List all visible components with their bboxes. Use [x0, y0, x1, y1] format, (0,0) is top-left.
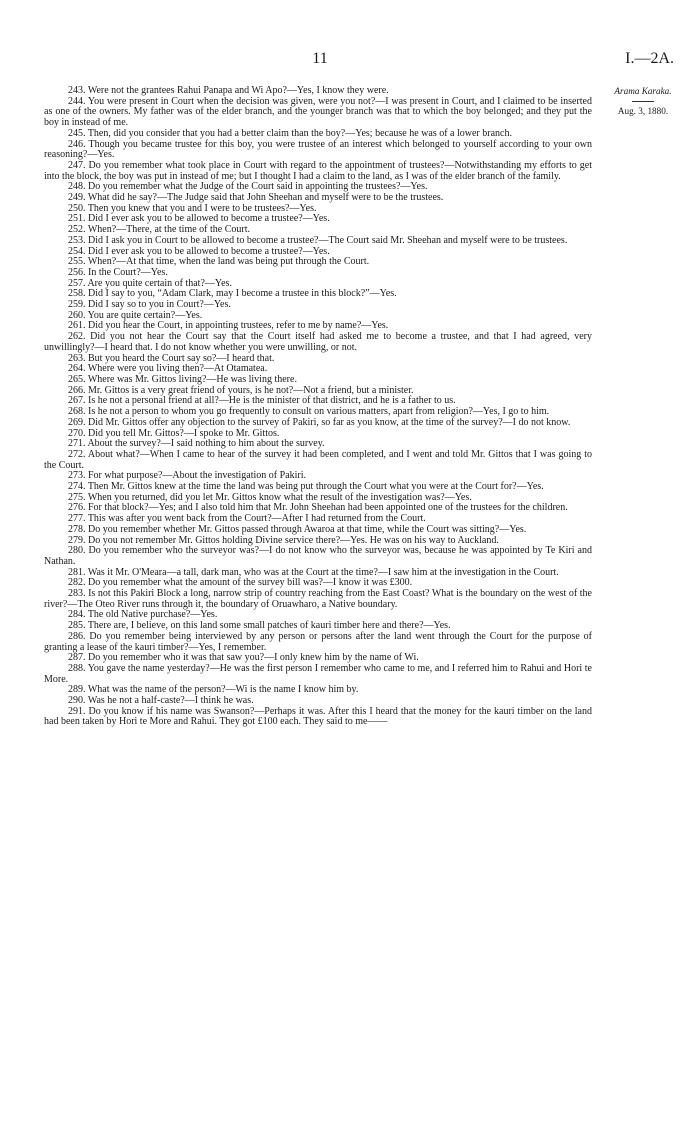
testimony-paragraph: 273. For what purpose?—About the investigation of Pakiri. [68, 470, 307, 482]
testimony-paragraph: 279. Do you not remember Mr. Gittos holding Divine service there?—Yes. He was on his way to Auckland. [68, 534, 499, 546]
document-reference: I.—2A. [625, 50, 674, 67]
testimony-paragraph: 262. Did you not hear the Court say that the Court itself had asked me to become a trustee, and that I had agreed, very unwillingly?—I heard that. I do not know whether you were unwilling, or not. [44, 331, 592, 353]
testimony-paragraph: 261. Did you hear the Court, in appointing trustees, refer to me by name?—Yes. [68, 320, 389, 332]
testimony-paragraph: 265. Where was Mr. Gittos living?—He was living there. [68, 373, 297, 385]
testimony-paragraph: 276. For that block?—Yes; and I also told him that Mr. John Sheehan had been appointed one of the trustees for the children. [68, 502, 568, 514]
testimony-paragraph: 256. In the Court?—Yes. [68, 266, 168, 278]
testimony-paragraph: 269. Did Mr. Gittos offer any objection to the survey of Pakiri, so far as you know, at the time of the survey?—I do not know. [68, 416, 571, 428]
testimony-paragraph: 270. Did you tell Mr. Gittos?—I spoke to Mr. Gittos. [68, 427, 280, 439]
testimony-paragraph: 280. Do you remember who the surveyor was?—I do not know who the surveyor was, because he was appointed by Te Kiri and Nathan. [44, 545, 592, 567]
testimony-paragraph: 250. Then you knew that you and I were to be trustees?—Yes. [68, 202, 317, 214]
testimony-paragraph: 289. What was the name of the person?—Wi is the name I know him by. [68, 684, 359, 696]
testimony-paragraph: 278. Do you remember whether Mr. Gittos passed through Awaroa at that time, while the Court was sitting?—Yes. [68, 523, 527, 535]
testimony-paragraph: 283. Is not this Pakiri Block a long, narrow strip of country reaching from the East Coast? What is the boundary on the west of the river?—The Oteo River runs through it, the boundary of Oruawharo, a Native boundary. [44, 588, 592, 610]
testimony-paragraph: 259. Did I say so to you in Court?—Yes. [68, 299, 231, 311]
testimony-paragraph: 266. Mr. Gittos is a very great friend of yours, is he not?—Not a friend, but a minister. [68, 384, 414, 396]
testimony-paragraph: 253. Did I ask you in Court to be allowed to become a trustee?—The Court said Mr. Sheehan and myself were to be trustees. [68, 234, 568, 246]
testimony-paragraph: 284. The old Native purchase?—Yes. [68, 609, 218, 621]
testimony-paragraph: 272. About what?—When I came to hear of the survey it had been completed, and I went and told Mr. Gittos that I was going to the Court. [44, 448, 592, 471]
testimony-paragraph: 255. When?—At that time, when the land was being put through the Court. [68, 256, 370, 268]
testimony-body [44, 86, 592, 728]
testimony-paragraph: 290. Was he not a half-caste?—I think he was. [68, 695, 254, 707]
testimony-paragraph: 252. When?—There, at the time of the Court. [68, 224, 250, 236]
testimony-paragraph: 247. Do you remember what took place in Court with regard to the appointment of trustees?—Notwithstanding my efforts to get into the block, the boy was put in instead of me; but I thought I had a claim to the land, as I was of the elder branch of the family. [44, 159, 592, 182]
testimony-paragraph: 274. Then Mr. Gittos knew at the time the land was being put through the Court what you were at the Court for?—Yes. [68, 481, 544, 493]
testimony-paragraph: 281. Was it Mr. O'Meara—a tall, dark man, who was at the Court at the time?—I saw him at the investigation in the Court. [68, 566, 559, 578]
testimony-paragraph: 275. When you returned, did you let Mr. Gittos know what the result of the investigation was?—Yes. [68, 491, 472, 503]
page-number: 11 [312, 50, 328, 67]
testimony-paragraph: 243. Were not the grantees Rahui Panapa and Wi Apo?—Yes, I know they were. [68, 85, 389, 96]
testimony-paragraph: 287. Do you remember who it was that saw you?—I only knew him by the name of Wi. [68, 652, 419, 664]
testimony-paragraph: 288. You gave the name yesterday?—He was the first person I remember who came to me, and I referred him to Rahui and Hori te More. [44, 662, 592, 685]
testimony-paragraph: 291. Do you know if his name was Swanson?—Perhaps it was. After this I heard that the money for the kauri timber on the land had been taken by Hori te More and Rahui. They got £100 each. They said to me—— [44, 705, 592, 728]
witness-name: Arama Karaka. [614, 86, 672, 96]
testimony-paragraph: 249. What did he say?—The Judge said that John Sheehan and myself were to be the trustees. [68, 192, 444, 204]
testimony-paragraph: 282. Do you remember what the amount of the survey bill was?—I know it was £300. [68, 577, 413, 589]
testimony-paragraph: 277. This was after you went back from the Court?—After I had returned from the Court. [68, 513, 426, 525]
margin-divider [632, 101, 654, 102]
testimony-paragraph: 258. Did I say to you, “Adam Clark, may I become a trustee in this block?”—Yes. [68, 288, 397, 300]
testimony-paragraph: 267. Is he not a personal friend at all?—He is the minister of that district, and he is a father to us. [68, 395, 456, 407]
testimony-paragraph: 254. Did I ever ask you to be allowed to become a trustee?—Yes. [68, 245, 330, 257]
margin-note [598, 86, 688, 117]
testimony-paragraph: 271. About the survey?—I said nothing to him about the survey. [68, 438, 325, 450]
hearing-date: Aug. 3, 1880. [617, 106, 669, 116]
testimony-paragraph: 263. But you heard the Court say so?—I heard that. [68, 352, 275, 364]
testimony-paragraph: 246. Though you became trustee for this boy, you were trustee of an interest which belonged to yourself according to your own reasoning?—Yes. [44, 138, 592, 161]
testimony-paragraph: 248. Do you remember what the Judge of the Court said in appointing the trustees?—Yes. [68, 181, 428, 193]
testimony-paragraph: 260. You are quite certain?—Yes. [68, 309, 203, 321]
testimony-paragraph: 257. Are you quite certain of that?—Yes. [68, 277, 232, 289]
testimony-paragraph: 251. Did I ever ask you to be allowed to become a trustee?—Yes. [68, 213, 330, 225]
testimony-paragraph: 264. Where were you living then?—At Otamatea. [68, 363, 268, 375]
testimony-paragraph: 286. Do you remember being interviewed by any person or persons after the land went through the Court for the purpose of granting a lease of the kauri timber?—Yes, I remember. [44, 630, 592, 653]
testimony-paragraph: 245. Then, did you consider that you had a better claim than the boy?—Yes; because he was of a lower branch. [68, 127, 512, 139]
testimony-paragraph: 268. Is he not a person to whom you go frequently to consult on various matters, apart from religion?—Yes, I go to him. [68, 406, 550, 418]
testimony-paragraph: 285. There are, I believe, on this land some small patches of kauri timber here and there?—Yes. [68, 620, 451, 632]
testimony-paragraph: 244. You were present in Court when the decision was given, were you not?—I was present in Court, and I claimed to be inserted as one of the owners. My father was of the elder branch, and the younger branch was that to which the boy belonged; and they put the boy in instead of me. [44, 95, 592, 129]
